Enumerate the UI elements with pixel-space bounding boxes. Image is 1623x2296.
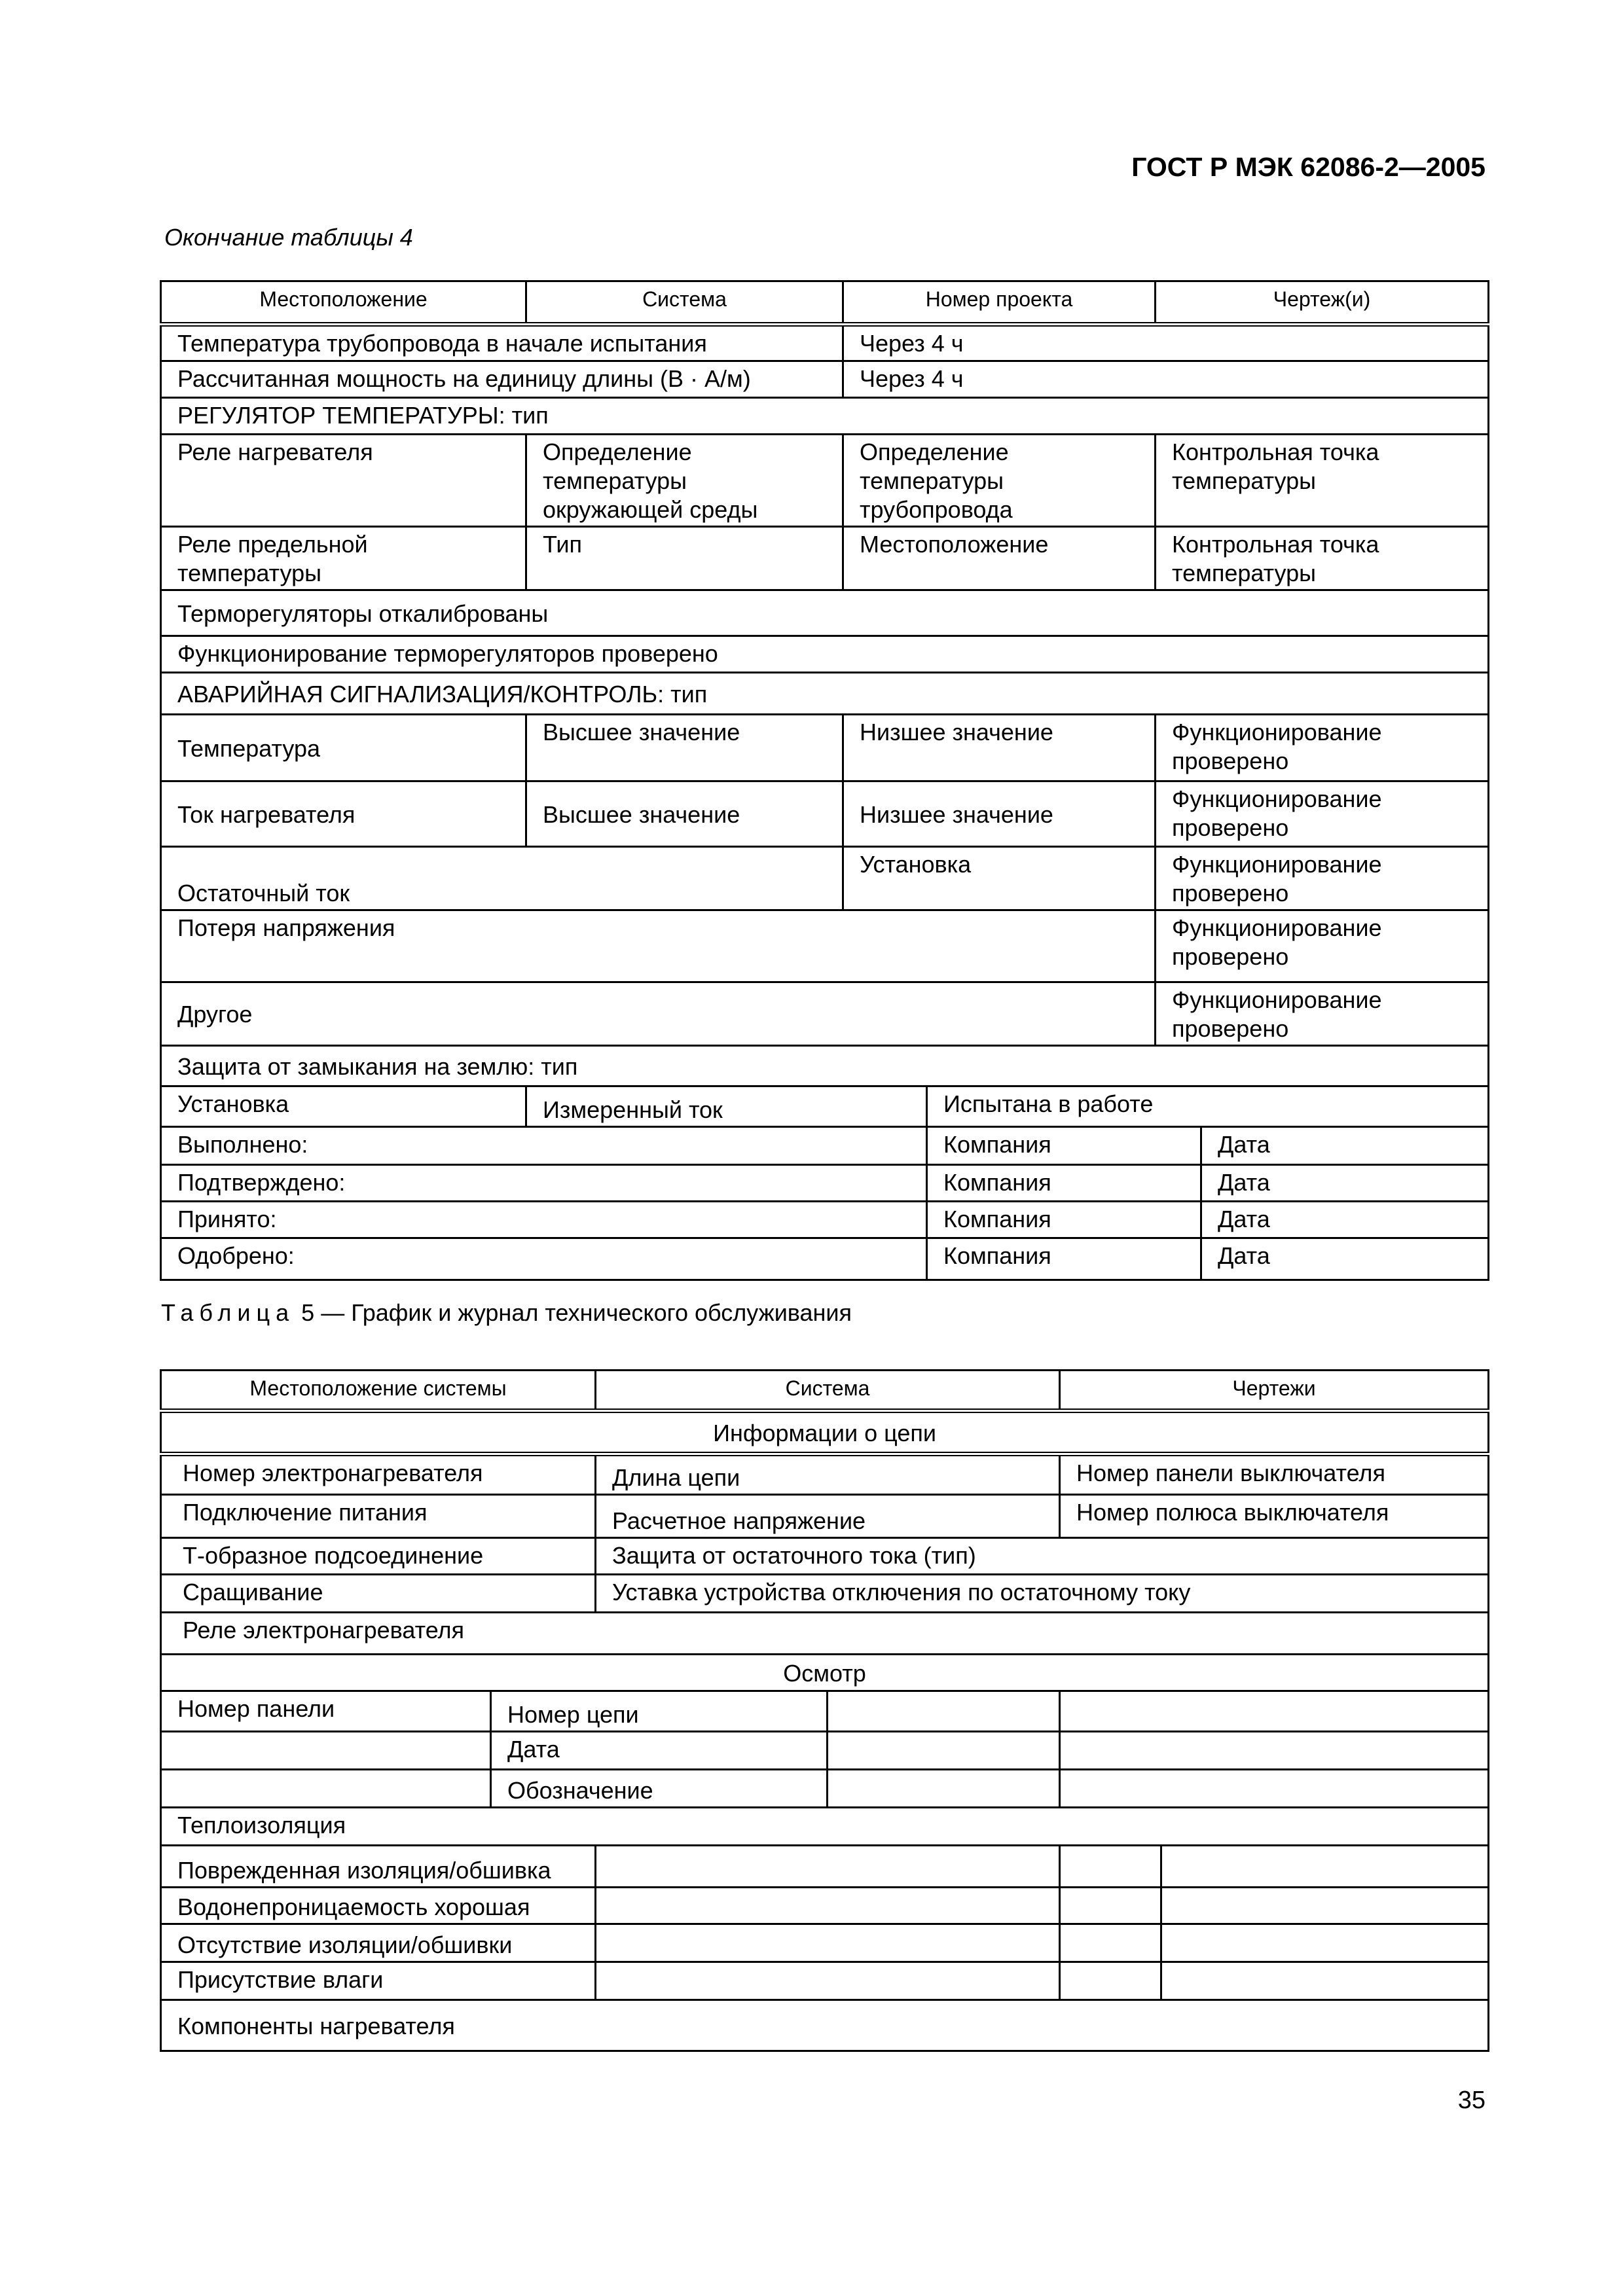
heater-relay-label: Реле нагревателя (161, 435, 526, 527)
function-checked-label: Функционирование проверено (1156, 715, 1489, 781)
company-label: Компания (927, 1127, 1201, 1165)
switch-pole-number-label: Номер полюса выключателя (1060, 1495, 1489, 1538)
pipe-temperature-label: Температура трубопровода в начале испытания (161, 325, 843, 361)
insulation-cell (596, 1962, 1060, 2000)
power-connection-label: Подключение питания (161, 1495, 596, 1538)
insulation-cell (1161, 1888, 1489, 1924)
other-label: Другое (161, 982, 1156, 1046)
header-system-location: Местоположение системы (161, 1371, 596, 1411)
measured-current-label: Измеренный ток (526, 1086, 927, 1127)
company-label: Компания (927, 1202, 1201, 1238)
signoff-confirmed: Подтверждено: (161, 1165, 927, 1202)
circuit-number-label: Номер цепи (491, 1691, 828, 1732)
header-drawings: Чертежи (1060, 1371, 1489, 1411)
inspection-cell (828, 1732, 1060, 1770)
damaged-insulation-label: Поврежденная изоляция/обшивка (161, 1846, 596, 1888)
rated-voltage-label: Расчетное напряжение (596, 1495, 1060, 1538)
high-value-label: Высшее значение (526, 781, 843, 847)
voltage-loss-label: Потеря напряжения (161, 910, 1156, 982)
ground-fault-protection-label: Защита от замыкания на землю: тип (161, 1046, 1489, 1086)
table-5 (160, 1369, 1489, 2052)
date-label: Дата (1201, 1202, 1489, 1238)
type-label: Тип (526, 527, 843, 590)
high-value-label: Высшее значение (526, 715, 843, 781)
pipe-temperature-definition: Определение температуры трубопровода (843, 435, 1156, 527)
residual-current-protection-label: Защита от остаточного тока (тип) (596, 1538, 1489, 1575)
heater-number-label: Номер электронагревателя (161, 1454, 596, 1495)
thermoregulators-checked-label: Функционирование терморегуляторов проверено (161, 636, 1489, 673)
inspection-cell (161, 1770, 491, 1808)
insulation-cell (596, 1924, 1060, 1962)
header-project-number: Номер проекта (843, 281, 1156, 325)
inspection-label: Осмотр (161, 1655, 1489, 1691)
date-label: Дата (1201, 1127, 1489, 1165)
function-checked-label: Функционирование проверено (1156, 781, 1489, 847)
residual-trip-setting-label: Уставка устройства отключения по остаточному току (596, 1575, 1489, 1613)
caption-number: 5 (301, 1299, 315, 1326)
inspection-cell (828, 1770, 1060, 1808)
circuit-length-label: Длина цепи (596, 1454, 1060, 1495)
after-4h-label: Через 4 ч (843, 325, 1489, 361)
temperature-regulator-label: РЕГУЛЯТОР ТЕМПЕРАТУРЫ: тип (161, 398, 1489, 435)
temperature-label: Температура (161, 715, 526, 781)
header-location: Местоположение (161, 281, 526, 325)
insulation-cell (1060, 1846, 1161, 1888)
inspection-cell (1060, 1691, 1489, 1732)
switch-panel-number-label: Номер панели выключателя (1060, 1454, 1489, 1495)
function-checked-label: Функционирование проверено (1156, 910, 1489, 982)
insulation-cell (1161, 1846, 1489, 1888)
low-value-label: Низшее значение (843, 715, 1156, 781)
ambient-temperature-definition: Определение температуры окружающей среды (526, 435, 843, 527)
temperature-control-point: Контрольная точка температуры (1156, 435, 1489, 527)
caption-title: — График и журнал технического обслуживания (321, 1299, 852, 1326)
inspection-cell (828, 1691, 1060, 1732)
insulation-cell (1161, 1924, 1489, 1962)
circuit-info-label: Информации о цепи (161, 1411, 1489, 1454)
insulation-cell (1060, 1924, 1161, 1962)
signoff-performed: Выполнено: (161, 1127, 927, 1165)
thermoregulators-calibrated-label: Терморегуляторы откалиброваны (161, 590, 1489, 636)
inspection-cell (1060, 1770, 1489, 1808)
thermal-insulation-label: Теплоизоляция (161, 1808, 1489, 1846)
header-system: Система (526, 281, 843, 325)
tee-connection-label: Т-образное подсоединение (161, 1538, 596, 1575)
date-label: Дата (491, 1732, 828, 1770)
table-continuation-label: Окончание таблицы 4 (164, 224, 413, 251)
table-4 (160, 280, 1489, 1281)
function-checked-label: Функционирование проверено (1156, 982, 1489, 1046)
power-per-length-label: Рассчитанная мощность на единицу длины (В · А/м) (161, 361, 843, 398)
designation-label: Обозначение (491, 1770, 828, 1808)
missing-insulation-label: Отсутствие изоляции/обшивки (161, 1924, 596, 1962)
splicing-label: Сращивание (161, 1575, 596, 1613)
header-drawings: Чертеж(и) (1156, 281, 1489, 325)
low-value-label: Низшее значение (843, 781, 1156, 847)
insulation-cell (596, 1846, 1060, 1888)
page-number: 35 (1457, 2087, 1486, 2114)
waterproof-good-label: Водонепроницаемость хорошая (161, 1888, 596, 1924)
date-label: Дата (1201, 1238, 1489, 1280)
insulation-cell (1060, 1962, 1161, 2000)
insulation-cell (1060, 1888, 1161, 1924)
heater-current-label: Ток нагревателя (161, 781, 526, 847)
caption-label: Таблица (161, 1299, 295, 1326)
heater-relay-label: Реле электронагревателя (161, 1613, 1489, 1655)
tested-in-operation-label: Испытана в работе (927, 1086, 1489, 1127)
signoff-approved: Одобрено: (161, 1238, 927, 1280)
date-label: Дата (1201, 1165, 1489, 1202)
company-label: Компания (927, 1238, 1201, 1280)
temperature-control-point: Контрольная точка температуры (1156, 527, 1489, 590)
alarm-control-label: АВАРИЙНАЯ СИГНАЛИЗАЦИЯ/КОНТРОЛЬ: тип (161, 673, 1489, 715)
inspection-cell (161, 1732, 491, 1770)
residual-current-label: Остаточный ток (161, 847, 843, 910)
moisture-present-label: Присутствие влаги (161, 1962, 596, 2000)
table-5-caption (161, 1299, 852, 1327)
insulation-cell (1161, 1962, 1489, 2000)
after-4h-label: Через 4 ч (843, 361, 1489, 398)
location-label: Местоположение (843, 527, 1156, 590)
company-label: Компания (927, 1165, 1201, 1202)
heater-components-label: Компоненты нагревателя (161, 2000, 1489, 2051)
insulation-cell (596, 1888, 1060, 1924)
header-system: Система (596, 1371, 1060, 1411)
panel-number-label: Номер панели (161, 1691, 491, 1732)
signoff-accepted: Принято: (161, 1202, 927, 1238)
setting-label: Установка (161, 1086, 526, 1127)
limit-temperature-relay-label: Реле предельной температуры (161, 527, 526, 590)
inspection-cell (1060, 1732, 1489, 1770)
function-checked-label: Функционирование проверено (1156, 847, 1489, 910)
document-number: ГОСТ Р МЭК 62086-2—2005 (1131, 152, 1486, 182)
setting-label: Установка (843, 847, 1156, 910)
